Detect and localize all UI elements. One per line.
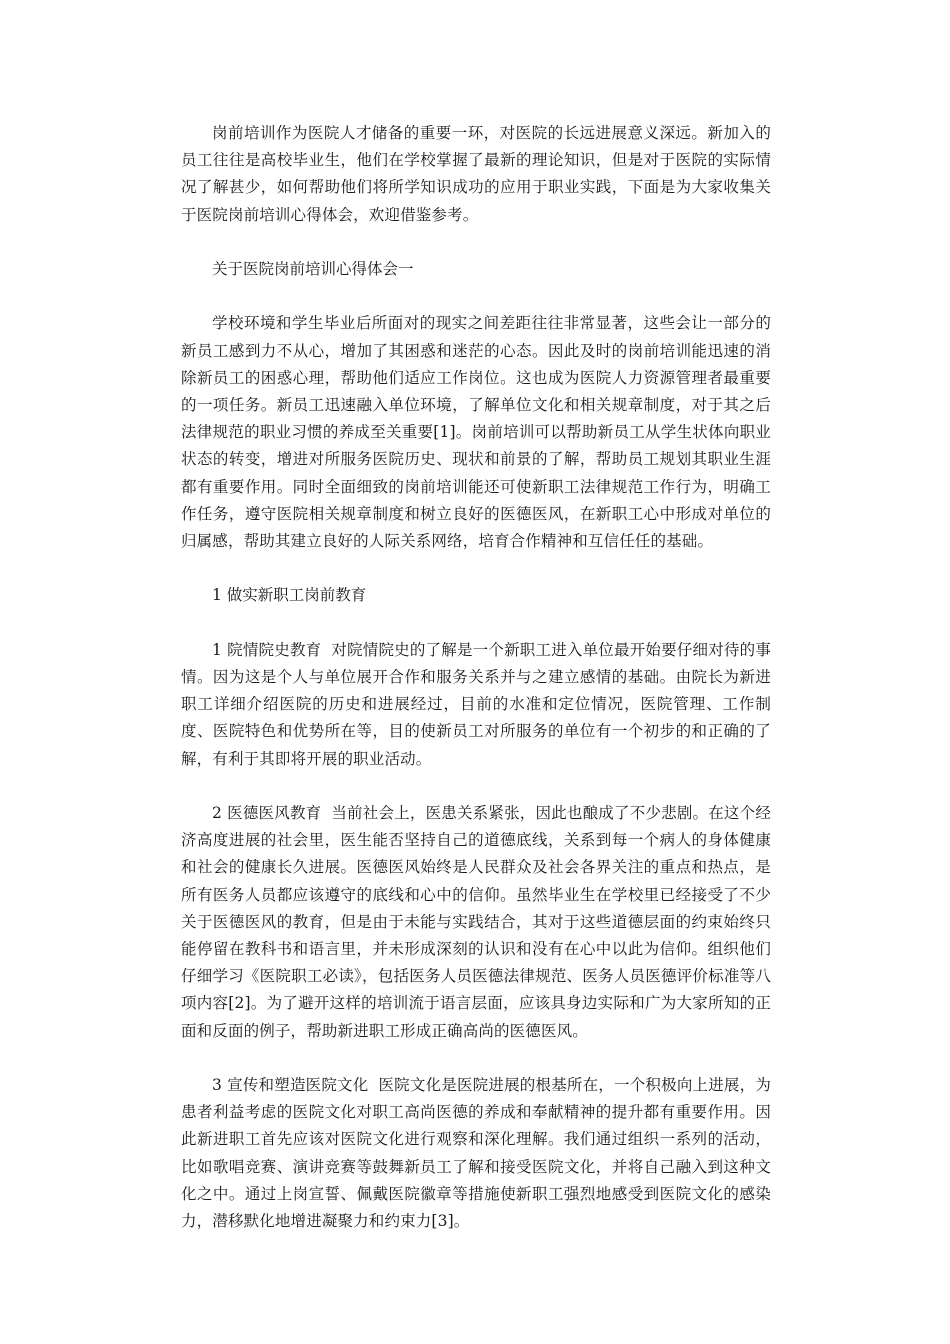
- item-title-1: 1 院情院史教育: [212, 640, 322, 659]
- item-title-3: 3 宣传和塑造医院文化: [212, 1076, 369, 1095]
- item-paragraph-3: [181, 1072, 771, 1235]
- item-paragraph-2: [181, 800, 771, 1045]
- item-text-3: 医院文化是医院进展的根基所在，一个积极向上进展，为患者利益考虑的医院文化对职工高尚医德的养成和奉献精神的提升都有重要作用。因此新进职工首先应该对医院文化进行观察和深化理解。我们通过组织一系列的活动，比如歌唱竞赛、演讲竞赛等鼓舞新员工了解和接受医院文化，并将自己融入到这种文化之中。通过上岗宣誓、佩戴医院徽章等措施使新职工强烈地感受到医院文化的感染力，潜移默化地增进凝聚力和约束力[3]。: [181, 1076, 771, 1231]
- item-paragraph-1: [181, 637, 771, 773]
- document-body: [181, 120, 771, 1262]
- item-text-1: 对院情院史的了解是一个新职工进入单位最开始要仔细对待的事情。因为这是个人与单位展开合作和服务关系并与之建立感情的基础。由院长为新进职工详细介绍医院的历史和进展经过，目前的水准和定位情况，医院管理、工作制度、医院特色和优势所在等，目的使新员工对所服务的单位有一个初步的和正确的了解，有利于其即将开展的职业活动。: [181, 640, 771, 768]
- body-paragraph-1: 学校环境和学生毕业后所面对的现实之间差距往往非常显著，这些会让一部分的新员工感到力不从心，增加了其困惑和迷茫的心态。因此及时的岗前培训能迅速的消除新员工的困惑心理，帮助他们适应工作岗位。这也成为医院人力资源管理者最重要的一项任务。新员工迅速融入单位环境，了解单位文化和相关规章制度，对于其之后法律规范的职业习惯的养成至关重要[1]。岗前培训可以帮助新员工从学生状体向职业状态的转变，增进对所服务医院历史、现状和前景的了解，帮助员工规划其职业生涯都有重要作用。同时全面细致的岗前培训能还可使新职工法律规范工作行为，明确工作任务，遵守医院相关规章制度和树立良好的医德医风，在新职工心中形成对单位的归属感，帮助其建立良好的人际关系网络，培育合作精神和互信任任的基础。: [181, 314, 771, 551]
- item-text-2: 当前社会上，医患关系紧张，因此也酿成了不少悲剧。在这个经济高度进展的社会里，医生能否坚持自己的道德底线，关系到每一个病人的身体健康和社会的健康长久进展。医德医风始终是人民群众及社会各界关注的重点和热点，是所有医务人员都应该遵守的底线和心中的信仰。虽然毕业生在学校里已经接受了不少关于医德医风的教育，但是由于未能与实践结合，其对于这些道德层面的约束始终只能停留在教科书和语言里，并未形成深刻的认识和没有在心中以此为信仰。组织他们仔细学习《医院职工必读》，包括医务人员医德法律规范、医务人员医德评价标准等八项内容[2]。为了避开这样的培训流于语言层面，应该具身边实际和广为大家所知的正面和反面的例子，帮助新进职工形成正确高尚的医德医风。: [181, 804, 771, 1040]
- section-heading-1: 1 做实新职工岗前教育: [212, 586, 367, 605]
- article-title: 关于医院岗前培训心得体会一: [212, 260, 414, 278]
- item-title-2: 2 医德医风教育: [212, 804, 322, 822]
- intro-paragraph: 岗前培训作为医院人才储备的重要一环，对医院的长远进展意义深远。新加入的员工往往是高校毕业生，他们在学校掌握了最新的理论知识，但是对于医院的实际情况了解甚少，如何帮助他们将所学知识成功的应用于职业实践，下面是为大家收集关于医院岗前培训心得体会，欢迎借鉴参考。: [181, 124, 771, 224]
